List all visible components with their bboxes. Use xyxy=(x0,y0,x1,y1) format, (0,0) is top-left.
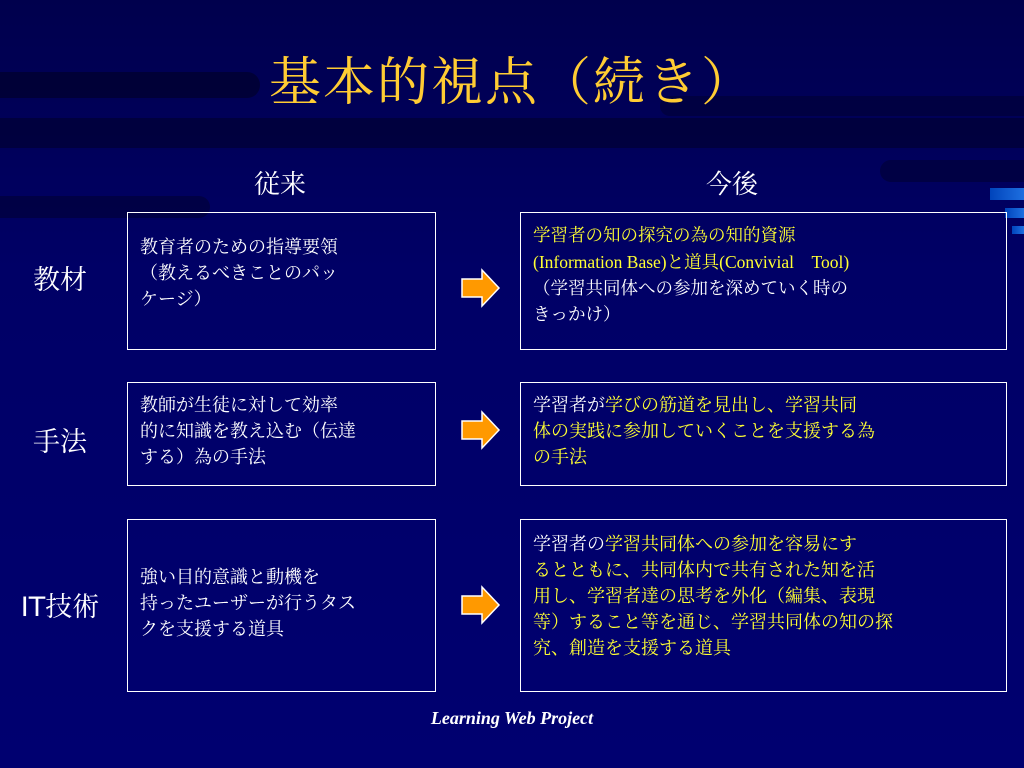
box-text: する）為の手法 xyxy=(140,447,266,468)
footer-text: Learning Web Project xyxy=(430,708,594,728)
box-text: （学習共同体への参加を深めていく時の xyxy=(533,279,848,299)
background-stripe xyxy=(0,118,1024,148)
box-text: クを支援する道具 xyxy=(140,619,284,640)
decorative-bar xyxy=(1005,208,1024,218)
box-text: 学びの筋道を見出し、学習共同 xyxy=(605,395,857,416)
before-box-it-technology xyxy=(127,519,436,692)
column-header-after: 今後 xyxy=(705,170,758,200)
row-label-materials: 教材 xyxy=(33,265,87,296)
box-text: 究、創造を支援する道具 xyxy=(533,638,731,659)
right-arrow-icon xyxy=(461,410,501,450)
slide-title: 基本的視点（続き） xyxy=(268,53,755,113)
box-text: 学習共同体への参加を容易にす xyxy=(605,534,857,555)
box-text: (Information Base) xyxy=(533,252,667,272)
right-arrow-icon xyxy=(461,268,501,308)
box-text: 用し、学習者達の思考を外化（編集、表現 xyxy=(533,586,875,607)
box-text: 等）すること等を通じ、学習共同体の知の探 xyxy=(533,612,893,633)
box-text: 学習者の xyxy=(533,534,605,555)
row-label-it-technology: IT技術 xyxy=(20,592,100,623)
box-text: 教育者のための指導要領 xyxy=(140,237,338,258)
box-text: ケージ） xyxy=(140,289,212,310)
box-text: 持ったユーザーが行うタス xyxy=(140,593,356,614)
box-text: 的に知識を教え込む（伝達 xyxy=(140,421,356,442)
background-stripe xyxy=(880,160,1024,182)
box-text: るとともに、共同体内で共有された知を活 xyxy=(533,560,875,581)
box-text: きっかけ） xyxy=(533,305,621,325)
before-box-materials xyxy=(127,212,436,350)
box-text: 体の実践に参加していくことを支援する為 xyxy=(533,421,875,442)
after-box-materials xyxy=(520,212,1007,350)
box-text: 教師が生徒に対して効率 xyxy=(140,395,338,416)
column-header-before: 従来 xyxy=(253,170,306,200)
decorative-bar xyxy=(1012,226,1024,234)
box-text: と道具 xyxy=(666,253,720,273)
row-label-methods: 手法 xyxy=(33,427,87,458)
box-text: 強い目的意識と動機を xyxy=(140,567,320,588)
box-text: 学習者の知の探究の為の知的資源 xyxy=(533,226,796,246)
after-box-it-technology xyxy=(520,519,1007,692)
box-text: （教えるべきことのパッ xyxy=(140,263,338,284)
after-box-methods xyxy=(520,382,1007,486)
right-arrow-icon xyxy=(461,585,501,625)
decorative-bar xyxy=(990,188,1024,200)
box-text: の手法 xyxy=(533,447,587,468)
box-text: 学習者が xyxy=(533,395,605,416)
box-text: (Convivial Tool) xyxy=(719,252,850,272)
before-box-methods xyxy=(127,382,436,486)
